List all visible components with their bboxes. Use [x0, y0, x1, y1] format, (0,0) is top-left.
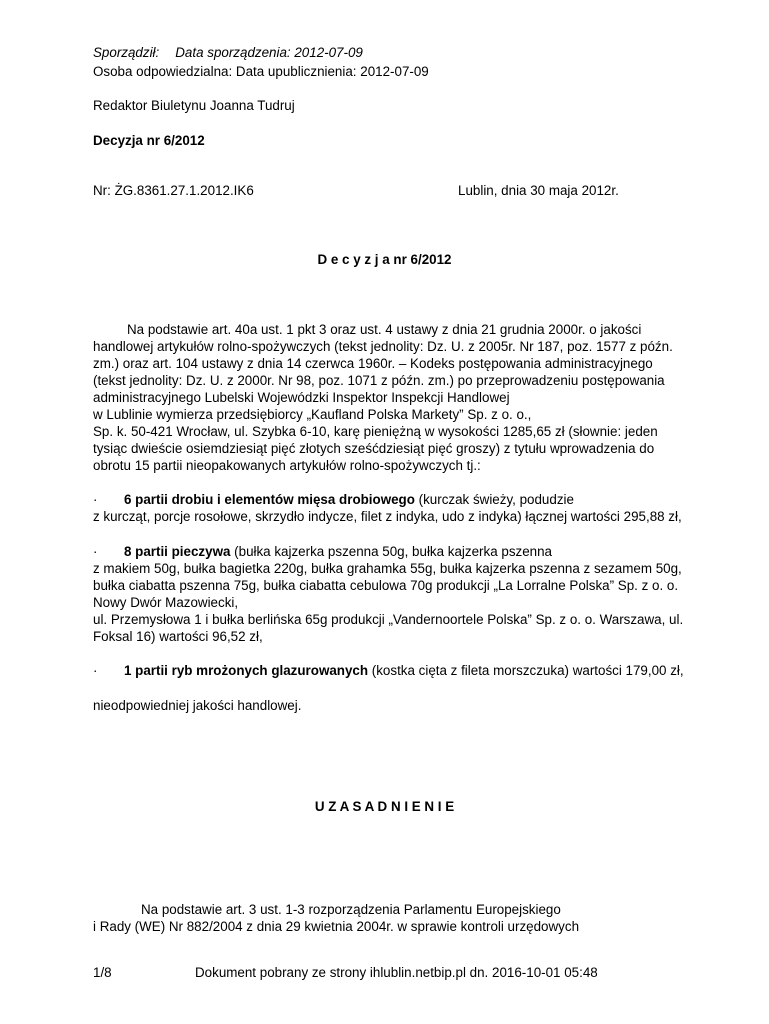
intro-line: w Lublinie wymierza przedsiębiorcy „Kaufland Polska Markety” Sp. z o. o., — [93, 407, 532, 422]
prepared-by-label: Sporządził: — [93, 45, 160, 60]
intro-line: tysiąc dwieście osiemdziesiąt pięć złotych sześćdziesiąt pięć groszy) z tytułu wprowadzenia do — [93, 441, 655, 456]
intro-line: obrotu 15 partii nieopakowanych artykułów rolno-spożywczych tj.: — [93, 458, 481, 473]
bullet-continuation: z makiem 50g, bułka bagietka 220g, bułka grahamka 55g, bułka kajzerka pszenna z sezamem 50g, — [93, 561, 682, 576]
bullet-marker: · — [93, 492, 98, 507]
bullet-continuation: ul. Przemysłowa 1 i bułka berlińska 65g produkcji „Vandernoortele Polska” Sp. z o. o. Warszawa, ul. — [93, 612, 684, 627]
bullet-bold-text: 1 partii ryb mrożonych glazurowanych — [124, 663, 369, 678]
decision-title: D e c y z j a nr 6/2012 — [317, 252, 452, 267]
bullet-continuation: Nowy Dwór Mazowiecki, — [93, 595, 239, 610]
bullet-bold-text: 6 partii drobiu i elementów mięsa drobiowego — [124, 492, 415, 507]
intro-line: handlowej artykułów rolno-spożywczych (tekst jednolity: Dz. U. z 2005r. Nr 187, poz. 1577 z późn. — [93, 339, 673, 354]
justification-title: U Z A S A D N I E N I E — [314, 799, 455, 814]
justification-line: Na podstawie art. 3 ust. 1-3 rozporządzenia Parlamentu Europejskiego — [141, 902, 561, 917]
page-number: 1/8 — [93, 965, 112, 980]
intro-line: zm.) oraz art. 104 ustawy z dnia 14 czerwca 1960r. – Kodeks postępowania administracyjnego — [93, 356, 653, 371]
bullet-bold-text: 8 partii pieczywa — [124, 544, 231, 559]
bullet-item — [93, 491, 574, 508]
reference-number: Nr: ŻG.8361.27.1.2012.IK6 — [93, 183, 254, 198]
decision-heading: Decyzja nr 6/2012 — [93, 133, 205, 148]
place-date: Lublin, dnia 30 maja 2012r. — [458, 183, 619, 198]
editor-line: Redaktor Biuletynu Joanna Tudruj — [93, 98, 295, 113]
intro-line: (tekst jednolity: Dz. U. z 2000r. Nr 98, poz. 1071 z późn. zm.) po przeprowadzeniu postępowania — [93, 373, 665, 388]
intro-line: administracyjnego Lubelski Wojewódzki Inspektor Inspekcji Handlowej — [93, 390, 510, 405]
intro-line: Sp. k. 50-421 Wrocław, ul. Szybka 6-10, karę pieniężną w wysokości 1285,65 zł (słownie: jeden — [93, 424, 658, 439]
publication-line: Osoba odpowiedzialna: Data upublicznienia: 2012-07-09 — [93, 64, 429, 79]
bullet-text: (bułka kajzerka pszenna 50g, bułka kajzerka pszenna — [230, 544, 553, 559]
creation-date: Data sporządzenia: 2012-07-09 — [175, 45, 363, 60]
bullet-continuation: Foksal 16) wartości 96,52 zł, — [93, 629, 263, 644]
bullet-item — [93, 662, 684, 679]
footer-source: Dokument pobrany ze strony ihlublin.netbip.pl dn. 2016-10-01 05:48 — [195, 965, 598, 980]
prepared-by-line — [93, 44, 363, 61]
intro-line: Na podstawie art. 40a ust. 1 pkt 3 oraz ust. 4 ustawy z dnia 21 grudnia 2000r. o jakości — [127, 322, 642, 337]
bullet-continuation: z kurcząt, porcje rosołowe, skrzydło indycze, filet z indyka, udo z indyka) łącznej wartości 295,88 zł, — [93, 509, 682, 524]
bullet-marker: · — [93, 544, 98, 559]
conclusion-text: nieodpowiedniej jakości handlowej. — [93, 698, 302, 713]
justification-line: i Rady (WE) Nr 882/2004 z dnia 29 kwietnia 2004r. w sprawie kontroli urzędowych — [93, 919, 580, 934]
bullet-marker: · — [93, 663, 98, 678]
bullet-item — [93, 543, 552, 560]
bullet-text: (kurczak świeży, podudzie — [414, 492, 574, 507]
bullet-text: (kostka cięta z fileta morszczuka) wartości 179,00 zł, — [368, 663, 684, 678]
bullet-continuation: bułka ciabatta pszenna 75g, bułka ciabatta cebulowa 70g produkcji „La Lorralne Polska” Sp. z o. o. — [93, 578, 679, 593]
